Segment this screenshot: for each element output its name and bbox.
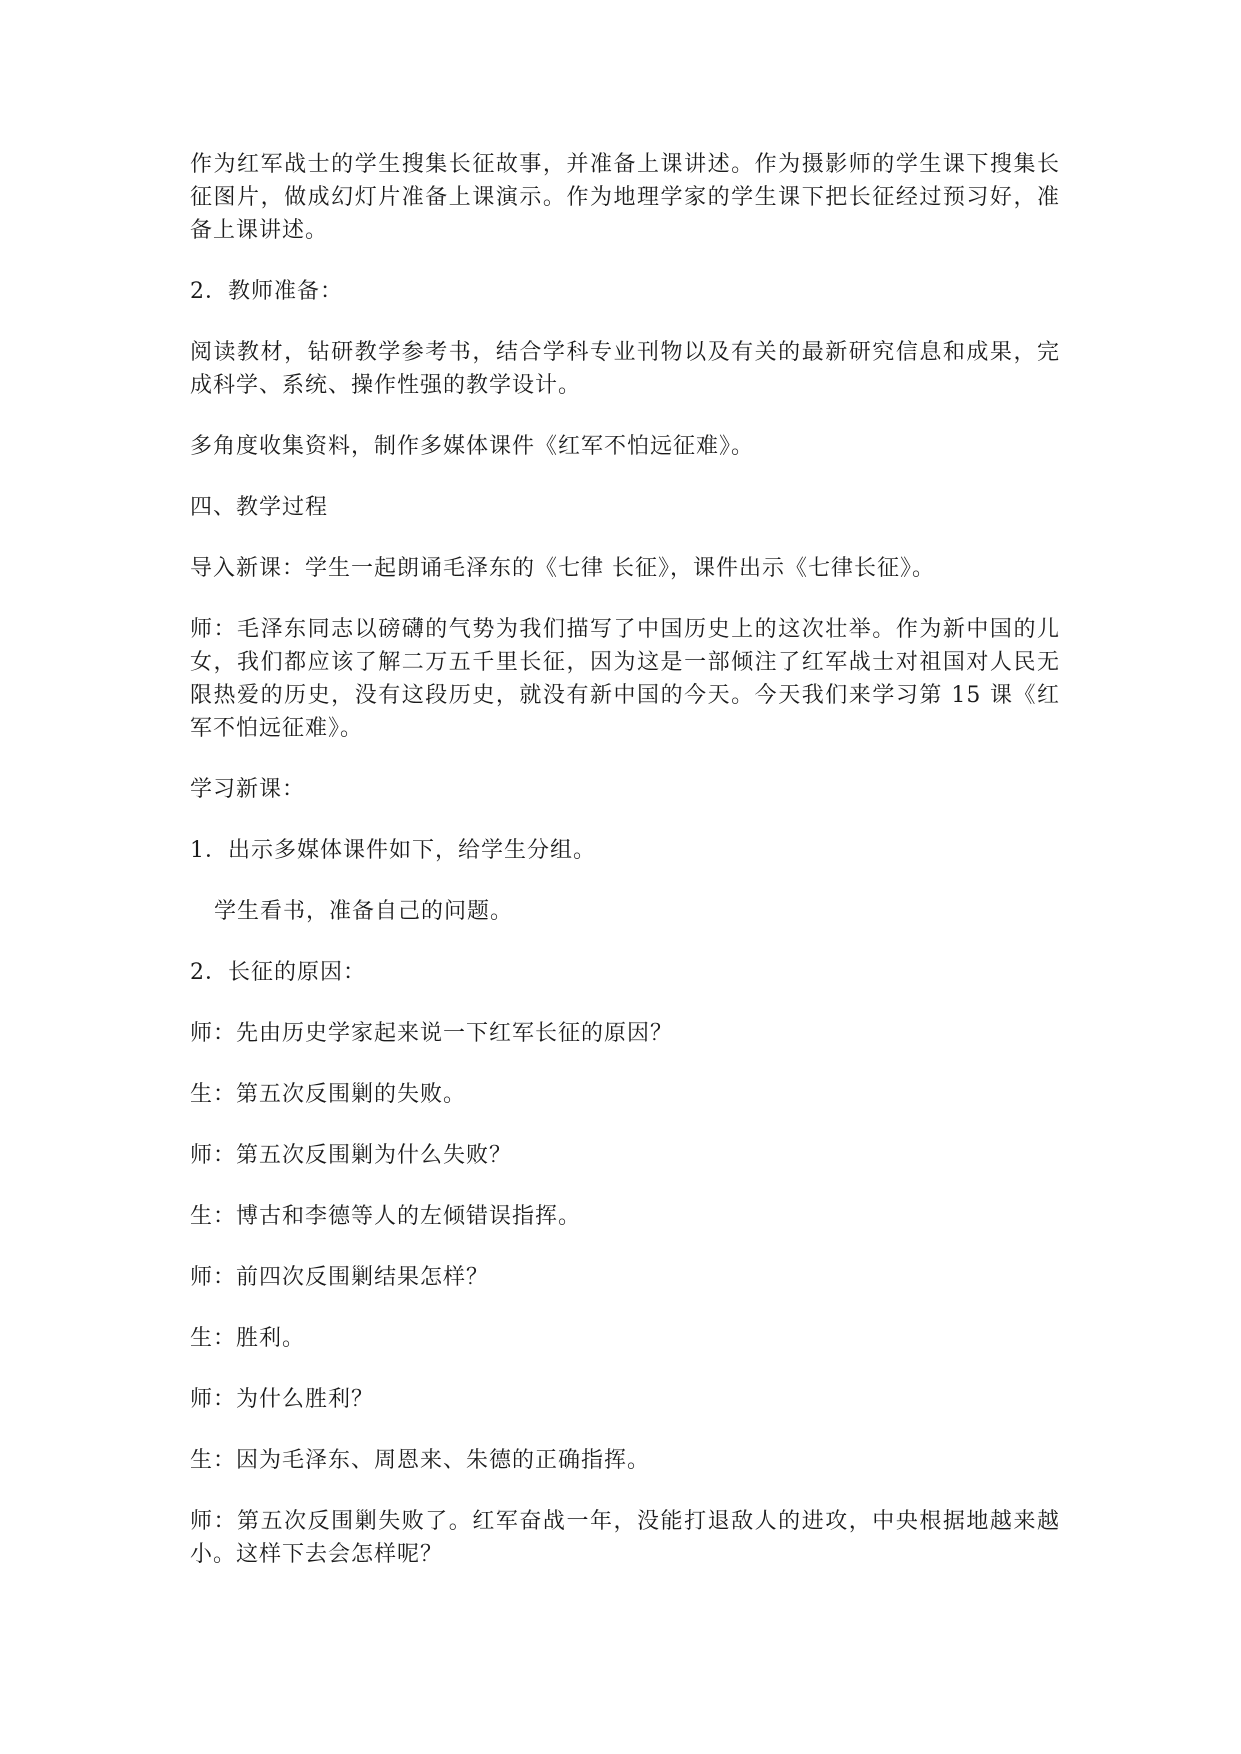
dialogue-line: 师：先由历史学家起来说一下红军长征的原因？ (190, 1021, 674, 1046)
dialogue-line: 师：第五次反围剿失败了。红军奋战一年，没能打退敌人的进攻，中央根据地越来越小。这样下去会怎样呢？ (190, 1509, 1060, 1567)
dialogue-line: 生：博古和李德等人的左倾错误指挥。 (190, 1204, 582, 1229)
paragraph-teacher-intro-speech: 师：毛泽东同志以磅礴的气势为我们描写了中国历史上的这次壮举。作为新中国的儿女，我们都应该了解二万五千里长征，因为这是一部倾注了红军战士对祖国对人民无限热爱的历史，没有这段历史，就没有新中国的今天。今天我们来学习第 15 课《红军不怕远征难》。 (190, 617, 1060, 741)
paragraph-students-read: 学生看书，准备自己的问题。 (214, 899, 514, 924)
dialogue-line: 师：为什么胜利？ (190, 1387, 375, 1412)
dialogue-line: 生：第五次反围剿的失败。 (190, 1082, 467, 1107)
section-heading-teaching-process: 四、教学过程 (190, 495, 329, 520)
paragraph-teacher-prep-heading: 2．教师准备： (190, 279, 343, 304)
dialogue-line: 生：胜利。 (190, 1326, 306, 1351)
paragraph-new-lesson-heading: 学习新课： (190, 777, 306, 802)
dialogue-line: 师：第五次反围剿为什么失败？ (190, 1143, 513, 1168)
paragraph-teacher-prep-reading: 阅读教材，钻研教学参考书，结合学科专业刊物以及有关的最新研究信息和成果，完成科学、系统、操作性强的教学设计。 (190, 340, 1060, 398)
dialogue-line: 师：前四次反围剿结果怎样？ (190, 1265, 490, 1290)
dialogue-line: 生：因为毛泽东、周恩来、朱德的正确指挥。 (190, 1448, 651, 1473)
paragraph-introduction: 导入新课：学生一起朗诵毛泽东的《七律 长征》，课件出示《七律长征》。 (190, 556, 935, 581)
paragraph-step-2: 2．长征的原因： (190, 960, 366, 985)
paragraph-step-1: 1．出示多媒体课件如下，给学生分组。 (190, 838, 596, 863)
paragraph-student-prep-roles: 作为红军战士的学生搜集长征故事，并准备上课讲述。作为摄影师的学生课下搜集长征图片，做成幻灯片准备上课演示。作为地理学家的学生课下把长征经过预习好，准备上课讲述。 (190, 152, 1060, 243)
document-body (190, 148, 1060, 1571)
paragraph-teacher-prep-materials: 多角度收集资料，制作多媒体课件《红军不怕远征难》。 (190, 434, 755, 459)
